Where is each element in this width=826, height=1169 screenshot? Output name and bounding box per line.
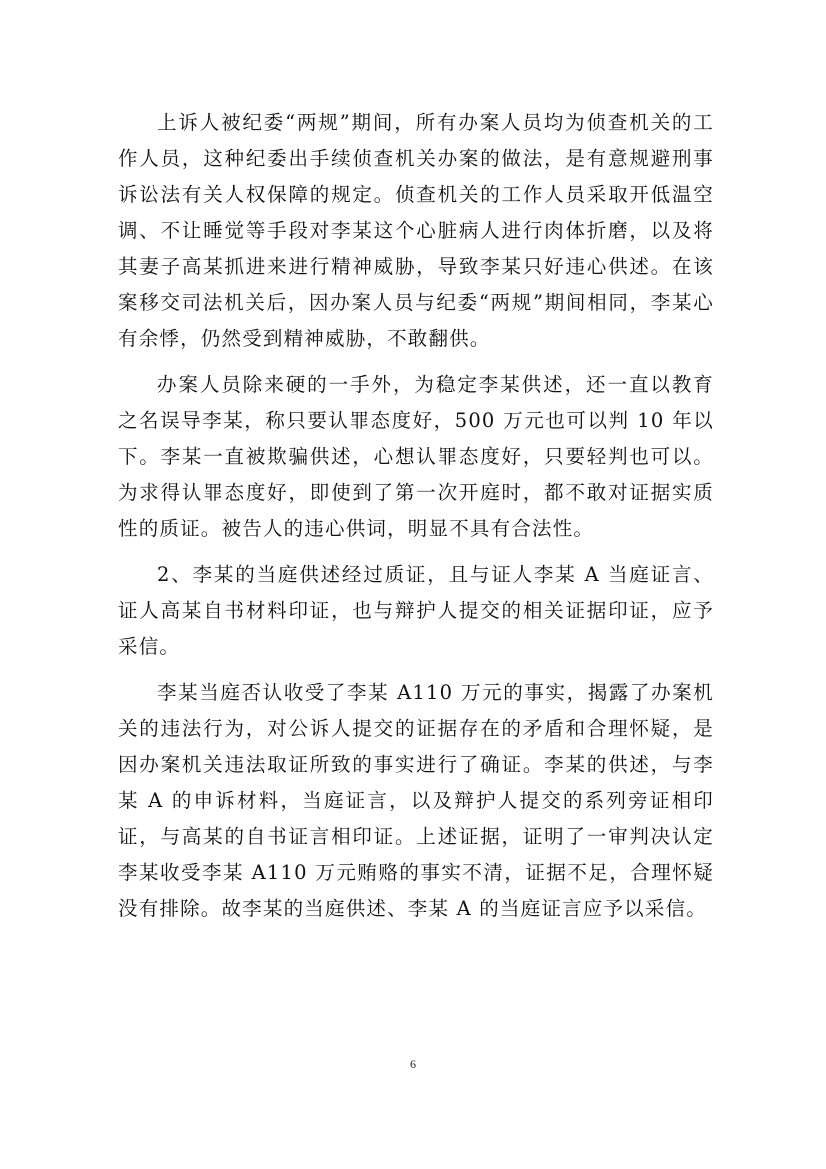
paragraph-1: 上诉人被纪委“两规”期间，所有办案人员均为侦查机关的工作人员，这种纪委出手续侦查机关办案的做法，是有意规避刑事诉讼法有关人权保障的规定。侦查机关的工作人员采取开低温空调、不让睡觉等手段对李某这个心脏病人进行肉体折磨，以及将其妻子高某抓进来进行精神威胁，导致李某只好违心供述。在该案移交司法机关后，因办案人员与纪委“两规”期间相同，李某心有余悸，仍然受到精神威胁，不敢翻供。 xyxy=(118,111,714,350)
paragraph-2: 办案人员除来硬的一手外，为稳定李某供述，还一直以教育之名误导李某，称只要认罪态度好，500 万元也可以判 10 年以下。李某一直被欺骗供述，心想认罪态度好，只要轻判也可以。为求得认罪态度好，即使到了第一次开庭时，都不敢对证据实质性的质证。被告人的违心供词，明显不具有合法性。 xyxy=(118,373,714,540)
paragraph-3: 2、李某的当庭供述经过质证，且与证人李某 A 当庭证言、证人高某自书材料印证，也与辩护人提交的相关证据印证，应予采信。 xyxy=(118,563,714,658)
paragraph-4: 李某当庭否认收受了李某 A110 万元的事实，揭露了办案机关的违法行为，对公诉人提交的证据存在的矛盾和合理怀疑，是因办案机关违法取证所致的事实进行了确证。李某的供述，与李某 A 的申诉材料，当庭证言，以及辩护人提交的系列旁证相印证，与高某的自书证言相印证。上述证据，证明了一审判决认定李某收受李某 A110 万元贿赂的事实不清，证据不足，合理怀疑没有排除。故李某的当庭供述、李某 A 的当庭证言应予以采信。 xyxy=(118,681,714,920)
document-body xyxy=(118,105,714,937)
page-number: 6 xyxy=(410,1057,416,1071)
